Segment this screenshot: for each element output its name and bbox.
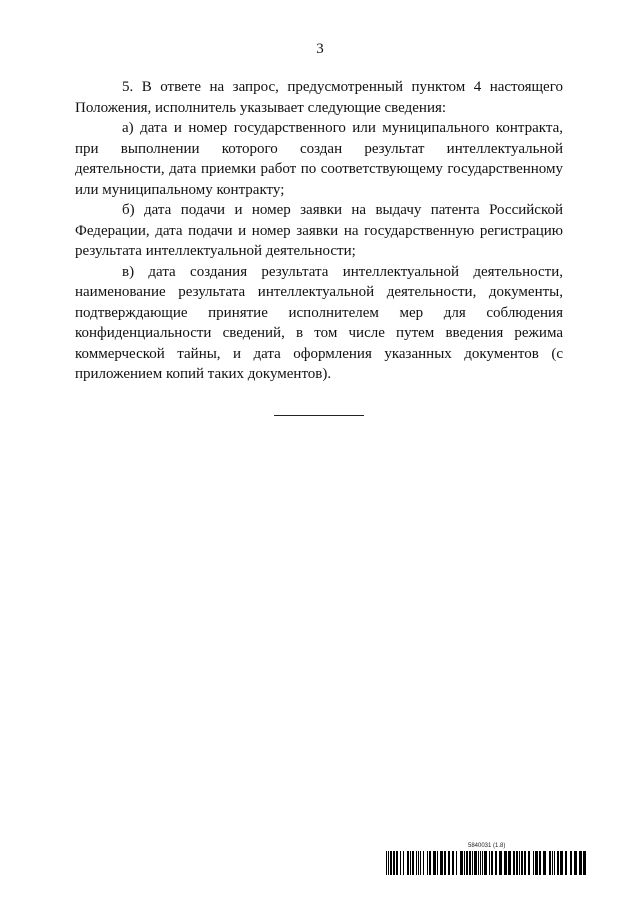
- barcode-bar: [554, 851, 555, 875]
- barcode-bar: [460, 851, 463, 875]
- barcode-bar: [565, 851, 567, 875]
- barcode-bar: [429, 851, 431, 875]
- barcode-bar: [396, 851, 398, 875]
- barcode-bar: [386, 851, 387, 875]
- barcode-bar: [519, 851, 520, 875]
- barcode-bar: [393, 851, 395, 875]
- document-body: [75, 77, 563, 385]
- barcode-bar: [390, 851, 392, 875]
- barcode-bar: [400, 851, 401, 875]
- barcode-bar: [570, 851, 572, 875]
- paragraph-subitem-b: б) дата подачи и номер заявки на выдачу патента Российской Федерации, дата подачи и номер заявки на государственную регистрацию результата интеллектуальной деятельности;: [75, 202, 563, 259]
- barcode-bar: [513, 851, 515, 875]
- barcode-bar: [504, 851, 507, 875]
- barcode-bar: [410, 851, 411, 875]
- barcode-bar: [539, 851, 541, 875]
- barcode-bar: [484, 851, 487, 875]
- barcode-block: [386, 843, 586, 877]
- barcode-bar: [452, 851, 454, 875]
- barcode-bar: [560, 851, 563, 875]
- barcode-bar: [412, 851, 414, 875]
- barcode-bar: [491, 851, 493, 875]
- barcode-bar: [549, 851, 551, 875]
- barcode-bar: [508, 851, 511, 875]
- barcode-bar: [466, 851, 468, 875]
- barcode-bar: [403, 851, 404, 875]
- barcode-bar: [495, 851, 497, 875]
- barcode-bar: [448, 851, 450, 875]
- barcode-bar: [543, 851, 546, 875]
- barcode-caption: 5840031 (1.8): [468, 843, 506, 849]
- barcode-bar: [456, 851, 457, 875]
- barcode-bar: [472, 851, 473, 875]
- paragraph-subitem-v: в) дата создания результата интеллектуальной деятельности, наименование результата интеллектуальной деятельности, документы, подтверждающие принятие исполнителем мер для соблюдения конфиденциальности сведений, в том числе путем введения режима коммерческой тайны, и дата оформления указанных документов (с приложением копий таких документов).: [75, 263, 563, 382]
- barcode-bar: [469, 851, 471, 875]
- barcode-bar: [579, 851, 582, 875]
- barcode-bar: [482, 851, 483, 875]
- barcode-bar: [499, 851, 502, 875]
- barcode-bar: [533, 851, 534, 875]
- barcode-bar: [516, 851, 518, 875]
- page-number: 3: [316, 41, 324, 57]
- paragraph-subitem-a: а) дата и номер государственного или муниципального контракта, при выполнении которого создан результат интеллектуальной деятельности, дата приемки работ по соответствующему государственному или муниципальному контракту;: [75, 120, 563, 198]
- barcode-bar: [437, 851, 438, 875]
- barcode-bar: [583, 851, 586, 875]
- barcode-bar: [433, 851, 436, 875]
- barcode-bar: [444, 851, 446, 875]
- barcode-bar: [521, 851, 523, 875]
- barcode-bar: [574, 851, 577, 875]
- barcode-bar: [524, 851, 526, 875]
- barcode-bar: [557, 851, 559, 875]
- barcode-image: [386, 851, 586, 875]
- barcode-bar: [552, 851, 553, 875]
- barcode-bar: [418, 851, 419, 875]
- paragraph-item-5: 5. В ответе на запрос, предусмотренный пунктом 4 настоящего Положения, исполнитель указывает следующие сведения:: [75, 79, 563, 116]
- barcode-bar: [474, 851, 477, 875]
- barcode-bar: [489, 851, 490, 875]
- barcode-bar: [480, 851, 481, 875]
- barcode-bar: [528, 851, 530, 875]
- barcode-bar: [423, 851, 424, 875]
- barcode-bar: [388, 851, 389, 875]
- barcode-bar: [440, 851, 443, 875]
- barcode-bar: [420, 851, 421, 875]
- barcode-bar: [416, 851, 417, 875]
- barcode-bar: [535, 851, 538, 875]
- barcode-bar: [407, 851, 409, 875]
- end-divider-line: [274, 415, 364, 416]
- barcode-bar: [464, 851, 465, 875]
- barcode-bar: [427, 851, 428, 875]
- barcode-bar: [478, 851, 479, 875]
